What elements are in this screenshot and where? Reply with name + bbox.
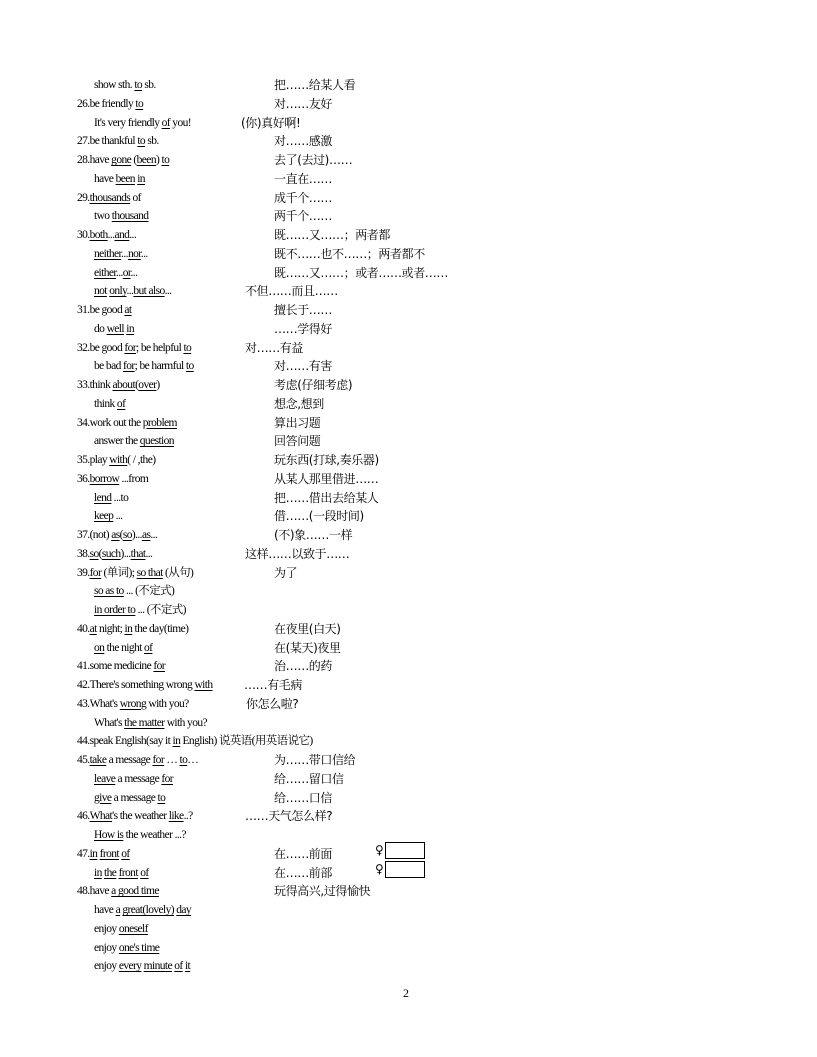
phrase-text: ... (164, 285, 172, 298)
underlined-word: in (126, 322, 135, 335)
phrase-text: a message (106, 754, 153, 766)
phrase-english (77, 678, 213, 693)
phrase-english (94, 716, 207, 731)
phrase-text: ... (130, 266, 138, 279)
underlined-word: of (116, 397, 126, 410)
phrase-text: enjoy (94, 960, 119, 973)
phrase-text: ... (129, 229, 137, 241)
underlined-word: over (138, 379, 157, 391)
underlined-word: and (114, 229, 130, 241)
phrase-english (94, 78, 156, 93)
phrase-text: answer the (94, 435, 140, 448)
phrase-english (94, 247, 148, 262)
underlined-word: question (139, 435, 174, 448)
phrase-text: English) 说英语(用英语说它) (180, 735, 313, 748)
phrase-text: 48.have (77, 885, 112, 898)
underlined-word: to (134, 79, 143, 91)
phrase-text: (从句) (162, 566, 194, 579)
phrase-text: ... (107, 229, 115, 241)
phrase-text: 33.think (77, 379, 113, 391)
phrase-english (94, 922, 148, 937)
phrase-text: ... (不定式) (135, 604, 186, 616)
phrase-chinese: ……有毛病 (244, 678, 303, 692)
phrase-chinese: 玩得高兴,过得愉快 (274, 884, 371, 899)
underlined-word: keep (94, 510, 114, 523)
phrase-chinese: 既不……也不……；两者都不 (274, 246, 425, 261)
phrase-text: the day(time) (132, 622, 189, 635)
phrase-english (77, 191, 141, 206)
phrase-english (77, 547, 152, 562)
phrase-text: ( (119, 529, 123, 541)
phrase-text: ... (140, 247, 148, 260)
female-symbol-icon: ♀ (375, 843, 384, 857)
phrase-chinese: 从某人那里借进…… (274, 471, 379, 486)
phrase-english (94, 284, 171, 299)
underlined-word: How is (94, 829, 124, 841)
phrase-text: of (130, 191, 141, 204)
phrase-english (94, 772, 173, 787)
phrase-english (77, 416, 177, 431)
phrase-text: 39. (77, 566, 90, 579)
phrase-text: ( / ,the) (127, 454, 156, 466)
underlined-word: both (89, 229, 108, 241)
phrase-text: a message (115, 772, 162, 785)
phrase-chinese: 在(某天)夜里 (274, 640, 341, 655)
underlined-word: thousands (89, 191, 131, 204)
underlined-word: for (124, 341, 136, 354)
phrase-chinese: 算出习题 (274, 415, 321, 430)
underlined-word: at (89, 622, 97, 635)
phrase-text: enjoy (94, 941, 119, 954)
underlined-word: in (172, 735, 181, 748)
underlined-word: like (168, 810, 184, 823)
underlined-word: thousand (111, 210, 149, 223)
phrase-english (77, 697, 189, 712)
underlined-word: the (104, 866, 117, 879)
underlined-word: leave (94, 772, 116, 785)
phrase-chinese: 考虑(仔细考虑) (274, 378, 353, 392)
phrase-english (77, 228, 136, 243)
phrase-text: be bad (94, 360, 124, 373)
phrase-chinese: 对……友好 (274, 96, 333, 111)
phrase-english (77, 153, 169, 168)
phrase-text: enjoy (94, 922, 119, 935)
underlined-word: to (137, 135, 146, 148)
phrase-chinese: 你怎么啦? (246, 696, 299, 711)
phrase-text: ( (135, 379, 139, 391)
phrase-english (77, 303, 132, 318)
phrase-text: 43.What's (77, 697, 120, 710)
phrase-english (94, 584, 174, 599)
phrase-chinese: 去了(去过)…… (274, 153, 353, 167)
phrase-text: 's the weather (112, 810, 169, 823)
phrase-chinese: 对……有益 (245, 340, 304, 355)
phrase-english (94, 322, 134, 337)
phrase-text: 32.be good (77, 341, 125, 354)
underlined-word: oneself (118, 922, 148, 935)
phrase-text: ... (不定式) (123, 585, 175, 598)
phrase-english (94, 959, 190, 974)
phrase-chinese: 在夜里(白天) (274, 621, 341, 636)
phrase-english (94, 828, 186, 843)
phrase-text: 26.be friendly (77, 97, 136, 110)
underlined-word: of (140, 866, 149, 879)
phrase-english (94, 509, 122, 524)
phrase-text: sb. (145, 135, 159, 148)
phrase-english (94, 641, 152, 656)
phrase-english (77, 453, 155, 468)
phrase-english (94, 491, 128, 506)
phrase-text: have (94, 172, 116, 185)
underlined-word: for (123, 360, 135, 373)
phrase-chinese: 给……留口信 (274, 771, 344, 786)
phrase-english (94, 397, 125, 412)
underlined-word: as (141, 529, 151, 541)
phrase-text: 35.play (77, 454, 110, 466)
phrase-chinese: 对……有害 (274, 359, 333, 374)
phrase-chinese: ……学得好 (274, 321, 333, 336)
phrase-english (77, 659, 165, 674)
underlined-word: so as to (94, 585, 124, 598)
phrase-text: ...to (111, 491, 129, 504)
underlined-word: not (94, 285, 107, 298)
underlined-word: take (89, 754, 107, 766)
underlined-word: front (118, 866, 138, 879)
phrase-text: with you? (146, 697, 189, 710)
phrase-text: ... (145, 547, 153, 560)
phrase-text: a message (111, 791, 158, 804)
phrase-english (77, 341, 191, 356)
underlined-word: a (115, 904, 121, 916)
phrase-text: What's (94, 716, 125, 729)
phrase-text: you! (170, 116, 191, 129)
underlined-word: in (94, 866, 102, 879)
underlined-word: only (109, 285, 127, 298)
underlined-word: either (94, 266, 116, 279)
underlined-word: with (194, 679, 213, 691)
underlined-word: so (122, 529, 132, 541)
phrase-text: night; (96, 622, 125, 635)
phrase-text: 36. (77, 472, 90, 485)
underlined-word: about (112, 379, 136, 391)
phrase-chinese: 在……前部 (274, 865, 333, 880)
phrase-text: ... (150, 529, 158, 541)
underlined-word: neither (94, 247, 122, 260)
phrase-chinese: (不)象……一样 (274, 528, 353, 542)
phrase-english (77, 97, 143, 112)
underlined-word: for (161, 772, 173, 785)
phrase-text: do (94, 322, 107, 335)
phrase-chinese: 回答问题 (274, 434, 321, 449)
phrase-english (77, 809, 193, 824)
phrase-english (77, 134, 159, 149)
phrase-chinese: 两千个…… (274, 209, 333, 224)
phrase-text: 38. (77, 547, 90, 560)
phrase-english (94, 603, 186, 618)
underlined-word: in (89, 847, 98, 860)
underlined-word: give (94, 791, 112, 804)
phrase-text: ( (98, 547, 102, 560)
phrase-text: ; be helpful (136, 341, 184, 354)
phrase-text: ... (126, 285, 134, 298)
phrase-text: 42.There's something wrong (77, 679, 195, 691)
phrase-text: ) (156, 379, 160, 391)
underlined-word: to (157, 791, 166, 804)
phrase-text: 28.have (77, 154, 112, 166)
phrase-english (77, 378, 160, 393)
phrase-text: 27.be thankful (77, 135, 138, 148)
underlined-word: problem (142, 416, 177, 429)
phrase-chinese: 为了 (274, 565, 298, 580)
underlined-word: lend (94, 491, 112, 504)
phrase-text: (单词); (101, 566, 137, 579)
phrase-text: 46. (77, 810, 90, 823)
underlined-word: with (109, 454, 128, 466)
phrase-text: ..? (183, 810, 193, 823)
page-number: 2 (403, 986, 409, 1000)
underlined-word: of (174, 960, 183, 973)
phrase-text: )... (120, 547, 131, 560)
phrase-text: ; be harmful (134, 360, 186, 373)
underlined-word: to (161, 154, 170, 166)
underlined-word: of (121, 847, 130, 860)
phrase-chinese: 在……前面 (274, 846, 333, 861)
phrase-text: 40. (77, 622, 90, 635)
phrase-english (94, 359, 194, 374)
phrase-english (77, 566, 193, 581)
phrase-english (77, 472, 148, 487)
phrase-text: … (187, 754, 199, 766)
underlined-word: borrow (89, 472, 120, 485)
phrase-english (94, 172, 145, 187)
phrase-chinese: (你)真好啊! (241, 115, 301, 130)
phrase-chinese: 既……又……；两者都 (274, 228, 391, 242)
phrase-text: … (164, 754, 180, 766)
phrase-chinese: 给……口信 (274, 790, 333, 805)
phrase-text: ... (121, 247, 128, 260)
phrase-text: 37.(not) (77, 529, 112, 541)
phrase-text: show sth. (94, 79, 135, 91)
phrase-text: with you? (164, 716, 208, 729)
underlined-word: minute (143, 960, 172, 973)
underlined-word: What (89, 810, 113, 823)
phrase-text: 45. (77, 754, 90, 766)
underlined-word: in (137, 172, 145, 185)
phrase-english (77, 622, 188, 637)
underlined-word: to (179, 754, 188, 766)
underlined-word: well (106, 322, 124, 335)
underlined-word: on (94, 641, 105, 654)
phrase-text: think (94, 397, 117, 410)
underlined-word: day (176, 904, 192, 916)
diagram-box-the-front-of (385, 861, 425, 878)
phrase-text: 34.work out the (77, 416, 143, 429)
underlined-word: a good time (111, 885, 159, 898)
underlined-word: it (184, 960, 191, 973)
phrase-text: 30. (77, 229, 90, 241)
underlined-word: to (183, 341, 192, 354)
underlined-word: gone (111, 154, 132, 166)
female-symbol-icon: ♀ (375, 862, 384, 876)
phrase-english (94, 866, 149, 881)
underlined-word: of (144, 641, 153, 654)
phrase-text: )... (131, 529, 142, 541)
underlined-word: but also (133, 285, 165, 298)
phrase-english (94, 116, 191, 131)
phrase-text: ) (155, 154, 162, 166)
phrase-english (94, 903, 191, 918)
phrase-text: 29. (77, 191, 90, 204)
phrase-text: ... (113, 510, 123, 523)
phrase-chinese: 擅长于…… (274, 303, 333, 317)
diagram-box-front-of (385, 842, 425, 859)
underlined-word: or (122, 266, 131, 279)
underlined-word: great(lovely) (122, 904, 174, 916)
phrase-chinese: 这样……以致于…… (245, 546, 350, 561)
phrase-english (94, 941, 159, 956)
phrase-text: ( (131, 154, 137, 166)
underlined-word: in order to (94, 604, 136, 616)
phrase-text: ...from (119, 472, 149, 485)
underlined-word: such (101, 547, 121, 560)
underlined-word: in (124, 622, 133, 635)
phrase-chinese: 玩东西(打球,奏乐器) (274, 453, 379, 467)
phrase-chinese: 既……又……；或者……或者…… (274, 265, 449, 280)
phrase-text: 47. (77, 847, 90, 860)
underlined-word: that (130, 547, 146, 560)
underlined-word: been (115, 172, 135, 185)
phrase-english (77, 753, 198, 768)
underlined-word: wrong (119, 697, 147, 710)
phrase-chinese: 不但……而且…… (245, 284, 338, 299)
underlined-word: so that (136, 566, 163, 579)
underlined-word: nor (127, 247, 141, 260)
phrase-text: the weather ...? (123, 829, 186, 841)
phrase-text: the night (104, 641, 145, 654)
phrase-text: sb. (142, 79, 156, 91)
underlined-word: at (124, 304, 132, 316)
phrase-english (94, 791, 165, 806)
underlined-word: to (135, 97, 144, 110)
phrase-chinese: 一直在…… (274, 171, 333, 186)
phrase-text: 44.speak English(say it (77, 735, 173, 748)
underlined-word: to (185, 360, 194, 373)
phrase-chinese: 对……感激 (274, 134, 333, 149)
underlined-word: the matter (124, 716, 165, 729)
phrase-text: ... (115, 266, 123, 279)
underlined-word: as (111, 529, 120, 541)
underlined-word: every (118, 960, 142, 973)
phrase-chinese: 为……带口信给 (274, 753, 356, 767)
phrase-english (77, 884, 159, 899)
phrase-english (94, 266, 137, 281)
phrase-english (94, 209, 148, 224)
underlined-word: of (161, 116, 171, 129)
underlined-word: one's time (118, 941, 160, 954)
underlined-word: been (136, 154, 156, 166)
phrase-chinese: 把……给某人看 (274, 78, 356, 92)
phrase-english (77, 528, 157, 543)
phrase-chinese: ……天气怎么样? (245, 809, 333, 824)
phrase-text: have (94, 904, 116, 916)
phrase-english (94, 434, 174, 449)
underlined-word: for (152, 754, 165, 766)
underlined-word: for (153, 660, 165, 673)
underlined-word: so (89, 547, 99, 560)
phrase-text: It's very friendly (94, 116, 162, 129)
phrase-english (77, 847, 130, 862)
phrase-chinese: 借……(一段时间) (274, 509, 364, 524)
phrase-chinese: 治……的药 (274, 659, 333, 674)
phrase-text: two (94, 210, 112, 223)
phrase-text: 41.some medicine (77, 660, 154, 673)
phrase-english (77, 734, 313, 749)
phrase-text: 31.be good (77, 304, 125, 316)
phrase-chinese: 想念,想到 (274, 396, 324, 411)
phrase-chinese: 把……借出去给某人 (274, 490, 379, 505)
underlined-word: for (89, 566, 102, 579)
phrase-chinese: 成千个…… (274, 190, 333, 205)
underlined-word: front (99, 847, 119, 860)
